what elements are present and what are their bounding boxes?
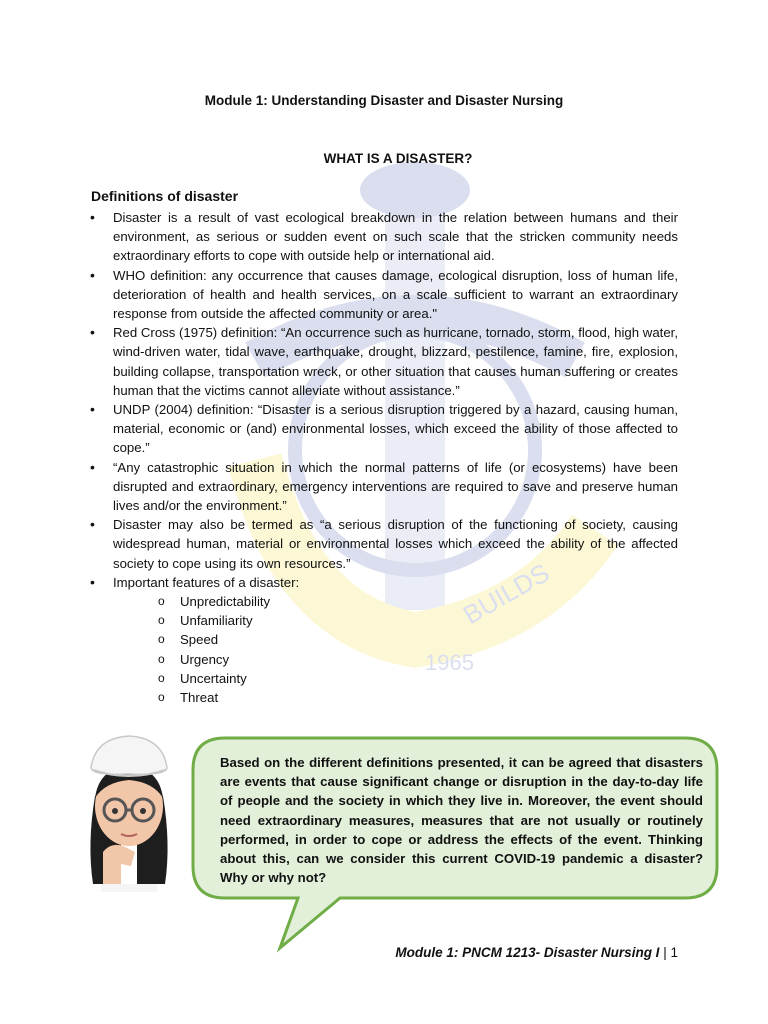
feature-item: o Unfamiliarity bbox=[180, 611, 678, 630]
feature-item: o Uncertainty bbox=[180, 669, 678, 688]
callout-text: Based on the different definitions presented, it can be agreed that disasters are events that cause significant change or disruption in the day-to-day life of people and the society in which they live in. Moreover, the event should need extraordinary measures, measures that are not usually or routinely performed, in order to cope or address the effects of the event. Thinking about this, can we consider this current COVID-19 pandemic a disaster? Why or why not? bbox=[220, 755, 703, 886]
definition-item: • Red Cross (1975) definition: “An occurrence such as hurricane, tornado, storm, flood, high water, wind-driven water, tidal wave, earthquake, drought, blizzard, pestilence, famine, fire, explosion, building collapse, transportation wreck, or other situation that causes human suffering or creates human that the victims cannot alleviate without assistance.” bbox=[113, 323, 678, 400]
page-footer bbox=[395, 945, 678, 960]
footer-module-label: Module 1: PNCM 1213- Disaster Nursing I bbox=[395, 945, 660, 960]
definition-item: • UNDP (2004) definition: “Disaster is a serious disruption triggered by a hazard, causing human, material, economic or (and) environmental losses, which exceed the ability of those affected to cope.” bbox=[113, 400, 678, 458]
definition-item: • WHO definition: any occurrence that causes damage, ecological disruption, loss of human life, deterioration of health and health services, on a scale sufficient to warrant an extraordinary response from outside the affected community or area." bbox=[113, 266, 678, 324]
feature-item: o Urgency bbox=[180, 650, 678, 669]
footer-separator: | bbox=[663, 945, 667, 960]
document-title: Module 1: Understanding Disaster and Disaster Nursing bbox=[204, 93, 564, 108]
definitions-heading: Definitions of disaster bbox=[91, 188, 239, 204]
definition-item: • “Any catastrophic situation in which the normal patterns of life (or ecosystems) have been disrupted and extraordinary, emergency interventions are required to save and preserve human lives and/or the environment.” bbox=[113, 458, 678, 516]
definition-item: • Disaster is a result of vast ecological breakdown in the relation between humans and their environment, as serious or sudden event on such scale that the stricken community needs extraordinary efforts to cope with outside help or international aid. bbox=[113, 208, 678, 266]
features-intro: Important features of a disaster: bbox=[113, 574, 300, 590]
features-list bbox=[113, 592, 678, 707]
definition-item: • Disaster may also be termed as “a serious disruption of the functioning of society, causing widespread human, material or environmental losses which exceed the ability of the affected society to cope using its own resources.” bbox=[113, 515, 678, 573]
page-number: 1 bbox=[670, 945, 678, 960]
feature-item: o Unpredictability bbox=[180, 592, 678, 611]
nurse-avatar-illustration bbox=[73, 734, 185, 892]
section-title: WHAT IS A DISASTER? bbox=[323, 151, 473, 166]
svg-text:BUILDS: BUILDS bbox=[458, 557, 555, 631]
svg-text:1965: 1965 bbox=[425, 650, 474, 675]
features-item bbox=[113, 573, 678, 707]
feature-item: o Speed bbox=[180, 630, 678, 649]
definitions-list bbox=[113, 208, 678, 707]
feature-item: o Threat bbox=[180, 688, 678, 707]
